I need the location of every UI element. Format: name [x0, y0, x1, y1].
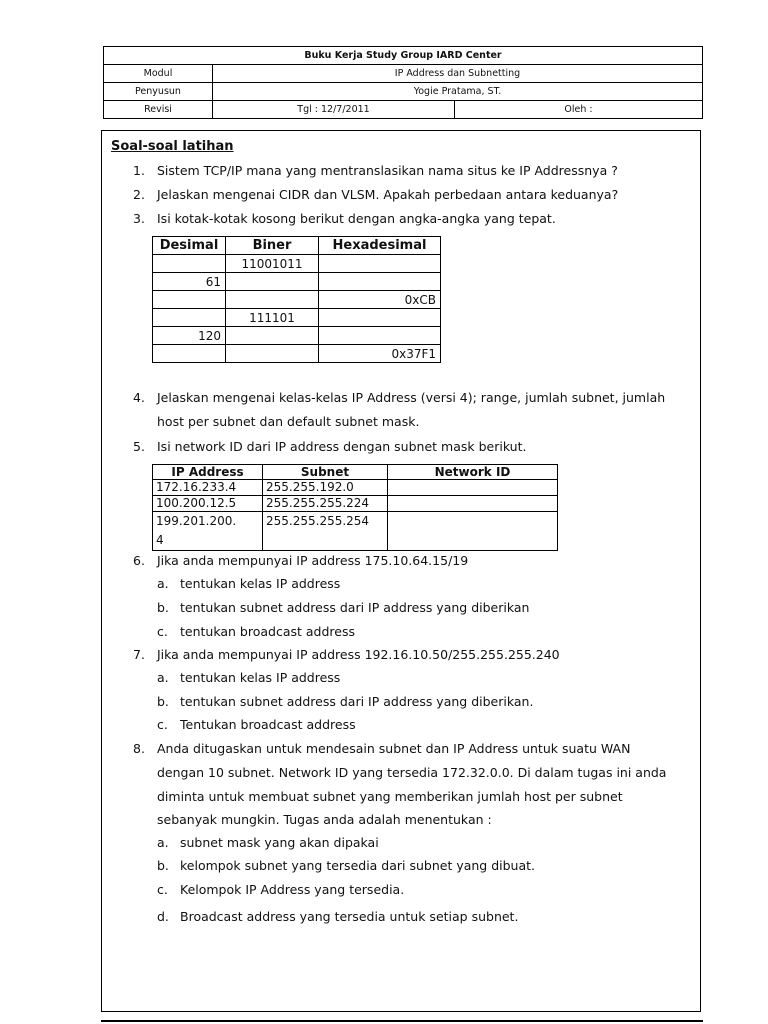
- cell: 120: [153, 327, 226, 345]
- q6b-letter: b.: [157, 600, 169, 615]
- table-row: [153, 255, 441, 273]
- footer-rule: [101, 1020, 703, 1022]
- cell: [153, 309, 226, 327]
- col-hexadesimal: Hexadesimal: [319, 237, 441, 255]
- q8b-letter: b.: [157, 858, 169, 873]
- cell: [226, 327, 319, 345]
- q8-number: 8.: [133, 741, 145, 756]
- penyusun-label: Penyusun: [104, 83, 213, 101]
- cell: [388, 512, 558, 551]
- q2-number: 2.: [133, 187, 145, 202]
- q5-text: Isi network ID dari IP address dengan subnet mask berikut.: [157, 439, 527, 454]
- table-row: [153, 291, 441, 309]
- q6b-text: tentukan subnet address dari IP address yang diberikan: [180, 600, 530, 615]
- cell: [319, 309, 441, 327]
- table-row: [153, 480, 558, 496]
- oleh-value: Oleh :: [455, 101, 703, 119]
- q8c-text: Kelompok IP Address yang tersedia.: [180, 882, 405, 897]
- q7-number: 7.: [133, 647, 145, 662]
- cell: 172.16.233.4: [153, 480, 263, 496]
- q7c-text: Tentukan broadcast address: [180, 717, 356, 732]
- cell: [153, 345, 226, 363]
- cell: [226, 345, 319, 363]
- col-biner: Biner: [226, 237, 319, 255]
- cell: [226, 291, 319, 309]
- modul-value: IP Address dan Subnetting: [213, 65, 703, 83]
- q7b-letter: b.: [157, 694, 169, 709]
- q6-number: 6.: [133, 553, 145, 568]
- cell: 11001011: [226, 255, 319, 273]
- cell: [153, 255, 226, 273]
- q7a-text: tentukan kelas IP address: [180, 670, 341, 685]
- cell: [388, 480, 558, 496]
- q3-number: 3.: [133, 211, 145, 226]
- q6c-letter: c.: [157, 624, 168, 639]
- cell: [319, 327, 441, 345]
- q8-text-line2: dengan 10 subnet. Network ID yang tersedia 172.32.0.0. Di dalam tugas ini anda: [157, 765, 667, 780]
- q6a-text: tentukan kelas IP address: [180, 576, 341, 591]
- col-subnet: Subnet: [263, 465, 388, 480]
- cell: [153, 291, 226, 309]
- q8-text-line4: sebanyak mungkin. Tugas anda adalah menentukan :: [157, 812, 492, 827]
- ip-line2: 4: [156, 533, 164, 547]
- q7a-letter: a.: [157, 670, 169, 685]
- content-frame: [101, 130, 701, 1012]
- q8-text-line3: diminta untuk membuat subnet yang memberikan jumlah host per subnet: [157, 789, 623, 804]
- q6a-letter: a.: [157, 576, 169, 591]
- ip-line1: 199.201.200.: [156, 514, 237, 528]
- cell: [153, 512, 263, 551]
- cell: [388, 496, 558, 512]
- table-row: [153, 512, 558, 551]
- table-row: [153, 327, 441, 345]
- q4-text-line2: host per subnet dan default subnet mask.: [157, 414, 420, 429]
- q1-text: Sistem TCP/IP mana yang mentranslasikan nama situs ke IP Addressnya ?: [157, 163, 618, 178]
- q8d-letter: d.: [157, 909, 169, 924]
- cell: [226, 273, 319, 291]
- q3-text: Isi kotak-kotak kosong berikut dengan angka-angka yang tepat.: [157, 211, 556, 226]
- penyusun-value: Yogie Pratama, ST.: [213, 83, 703, 101]
- q1-number: 1.: [133, 163, 145, 178]
- section-title: Soal-soal latihan: [111, 139, 234, 154]
- q4-number: 4.: [133, 390, 145, 405]
- table-row: [153, 273, 441, 291]
- q8b-text: kelompok subnet yang tersedia dari subnet yang dibuat.: [180, 858, 536, 873]
- revisi-label: Revisi: [104, 101, 213, 119]
- q8-text-line1: Anda ditugaskan untuk mendesain subnet dan IP Address untuk suatu WAN: [157, 741, 631, 756]
- cell: 100.200.12.5: [153, 496, 263, 512]
- q8a-text: subnet mask yang akan dipakai: [180, 835, 379, 850]
- cell: 0xCB: [319, 291, 441, 309]
- cell: [319, 255, 441, 273]
- q7b-text: tentukan subnet address dari IP address yang diberikan.: [180, 694, 534, 709]
- col-network-id: Network ID: [388, 465, 558, 480]
- cell: 0x37F1: [319, 345, 441, 363]
- cell: 61: [153, 273, 226, 291]
- q8a-letter: a.: [157, 835, 169, 850]
- q7c-letter: c.: [157, 717, 168, 732]
- document-title: Buku Kerja Study Group IARD Center: [104, 47, 703, 65]
- cell: [319, 273, 441, 291]
- q8c-letter: c.: [157, 882, 168, 897]
- col-ip-address: IP Address: [153, 465, 263, 480]
- cell: 255.255.255.224: [263, 496, 388, 512]
- q6-text: Jika anda mempunyai IP address 175.10.64.15/19: [157, 553, 469, 568]
- cell: 255.255.255.254: [263, 512, 388, 551]
- q4-text-line1: Jelaskan mengenai kelas-kelas IP Address (versi 4); range, jumlah subnet, jumlah: [157, 390, 666, 405]
- col-desimal: Desimal: [153, 237, 226, 255]
- header-table: [103, 46, 703, 119]
- conversion-table: [152, 236, 441, 363]
- modul-label: Modul: [104, 65, 213, 83]
- table-row: [153, 496, 558, 512]
- q8d-text: Broadcast address yang tersedia untuk setiap subnet.: [180, 909, 519, 924]
- table-row: [153, 309, 441, 327]
- cell: 111101: [226, 309, 319, 327]
- q2-text: Jelaskan mengenai CIDR dan VLSM. Apakah perbedaan antara keduanya?: [157, 187, 619, 202]
- tgl-value: Tgl : 12/7/2011: [213, 101, 455, 119]
- q6c-text: tentukan broadcast address: [180, 624, 355, 639]
- table-row: [153, 345, 441, 363]
- q7-text: Jika anda mempunyai IP address 192.16.10.50/255.255.255.240: [157, 647, 560, 662]
- q5-number: 5.: [133, 439, 145, 454]
- cell: 255.255.192.0: [263, 480, 388, 496]
- network-id-table: [152, 464, 558, 551]
